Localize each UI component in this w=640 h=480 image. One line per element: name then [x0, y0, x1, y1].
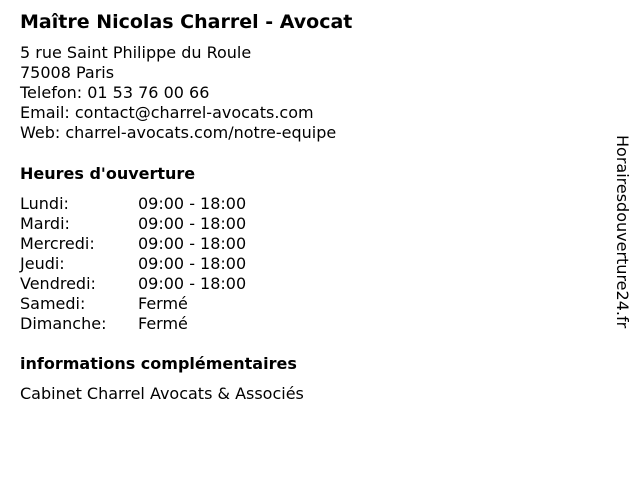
hours-row-wednesday [20, 234, 246, 254]
time-value: Fermé [138, 314, 188, 333]
time-value: Fermé [138, 294, 188, 313]
hours-row-tuesday [20, 214, 246, 234]
website: Web: charrel-avocats.com/notre-equipe [20, 123, 337, 142]
hours-row-thursday [20, 254, 246, 274]
time-value: 09:00 - 18:00 [138, 234, 247, 253]
additional-info-text: Cabinet Charrel Avocats & Associés [20, 384, 304, 403]
phone-number: Telefon: 01 53 76 00 66 [20, 83, 210, 102]
time-value: 09:00 - 18:00 [138, 194, 247, 213]
day-label: Jeudi: [20, 254, 65, 273]
additional-info-heading: informations complémentaires [20, 354, 297, 373]
time-value: 09:00 - 18:00 [138, 274, 247, 293]
time-value: 09:00 - 18:00 [138, 254, 247, 273]
hours-row-saturday [20, 294, 246, 314]
contact-block [20, 43, 336, 143]
business-name: Maître Nicolas Charrel - Avocat [20, 11, 353, 33]
day-label: Lundi: [20, 194, 69, 213]
address-city: 75008 Paris [20, 63, 115, 82]
day-label: Samedi: [20, 294, 86, 313]
time-value: 09:00 - 18:00 [138, 214, 247, 233]
email-address: Email: contact@charrel-avocats.com [20, 103, 314, 122]
day-label: Dimanche: [20, 314, 107, 333]
hours-heading: Heures d'ouverture [20, 164, 196, 183]
day-label: Mardi: [20, 214, 70, 233]
day-label: Vendredi: [20, 274, 96, 293]
day-label: Mercredi: [20, 234, 95, 253]
hours-row-monday [20, 194, 246, 214]
site-watermark: Horairesdouverture24.fr [613, 135, 632, 329]
hours-row-sunday [20, 314, 246, 334]
address-street: 5 rue Saint Philippe du Roule [20, 43, 252, 62]
opening-hours-table [20, 194, 246, 334]
hours-row-friday [20, 274, 246, 294]
